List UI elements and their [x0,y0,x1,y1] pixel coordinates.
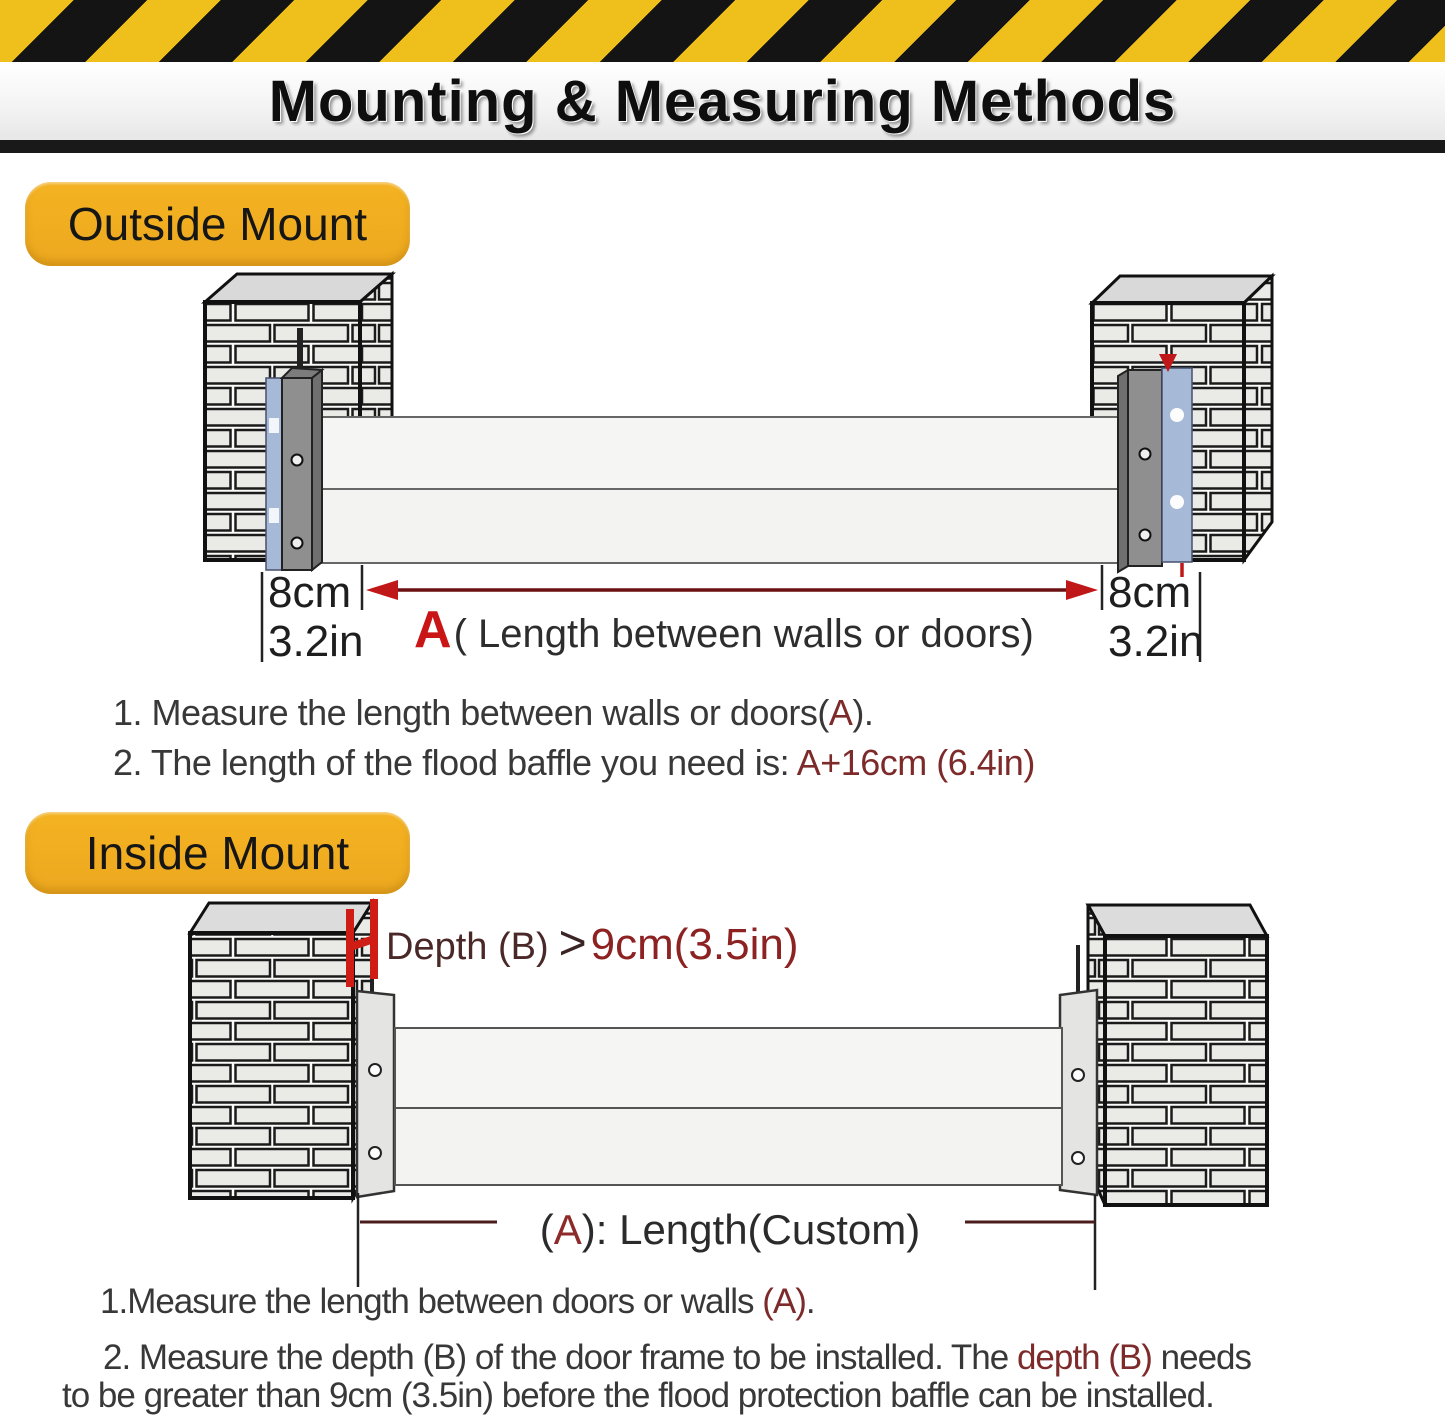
step-highlight: A+16cm (6.4in) [796,742,1035,783]
step-highlight: A [828,692,853,733]
inside-left-pillar [190,903,372,1198]
dim-left [268,568,363,666]
step-text: to be greater than 9cm (3.5in) before the flood protection baffle can be installed. [62,1376,1214,1415]
inside-flood-barrier [395,1028,1062,1185]
screw-hole [1140,449,1151,460]
right-blue-seal-strip [1162,368,1192,562]
length-arrow [366,580,1098,600]
banner-black-bar [0,140,1445,153]
left-blue-seal-strip [266,378,282,570]
length-a-label [414,600,1034,660]
screw-hole [292,455,303,466]
step-text: 2. The length of the flood baffle you need is: [113,742,797,783]
screw-hole [292,538,303,549]
screw-hole [369,1064,381,1076]
depth-annotation [386,916,799,971]
dim-right [1108,568,1203,666]
bracket-side-bevel [312,370,322,570]
inside-mount-label [25,812,410,894]
seal-notch [269,508,279,523]
step-text: ). [852,692,874,733]
dim-left-in: 3.2in [268,617,364,666]
step-highlight: (A) [762,1282,806,1321]
length-arrow-head-right [1066,580,1098,600]
length-a-letter: A [414,601,452,659]
screw-hole [369,1147,381,1159]
length-a-text: ( Length between walls or doors) [453,612,1034,656]
footer-step-2-line-1 [103,1338,1251,1378]
seal-notch [269,418,279,433]
footer-step-2-line-2 [62,1376,1214,1416]
seal-notch [1170,408,1184,422]
bracket-side-bevel [1118,370,1128,572]
step-text: 1.Measure the length between doors or walls [100,1282,763,1321]
screw-hole [1072,1152,1084,1164]
depth-label: Depth (B) [386,926,549,968]
right-pillar-side-face [1244,276,1272,560]
length-custom-label [500,1206,960,1254]
inside-right-pillar [1088,905,1267,1205]
hazard-stripes [0,0,1445,62]
dim-left-cm: 8cm [268,568,352,617]
length-arrow-head-left [366,580,398,600]
seal-notch [1170,495,1184,509]
inside-left-pillar-front-face [190,933,353,1198]
right-pillar-top-face [1092,276,1272,303]
step-text: 2. Measure the depth (B) of the door frame to be installed. The [103,1338,1017,1377]
instruction-step-1 [113,692,873,734]
inside-left-pillar-top-face [190,903,372,933]
title-band [0,62,1445,140]
inside-barrier-bottom-panel [395,1108,1062,1185]
length-custom-a: A [553,1206,582,1253]
step-text: needs [1151,1338,1252,1377]
step-highlight: depth (B) [1016,1338,1152,1377]
right-mounting-bracket [1118,354,1192,577]
step-text: . [805,1282,815,1321]
inside-mount-label-text: Inside Mount [85,827,350,879]
flood-barrier [322,417,1129,563]
screw-hole [1072,1069,1084,1081]
inside-left-bracket-body [357,991,394,1197]
flood-barrier-top-panel [322,417,1129,489]
inside-right-pillar-top-face [1088,905,1267,936]
page-title: Mounting & Measuring Methods [268,68,1177,134]
screw-hole [1140,530,1151,541]
inside-right-pillar-front-face [1105,936,1267,1205]
dim-right-in: 3.2in [1108,617,1204,666]
outside-mount-label [25,182,410,266]
footer-step-1 [100,1282,815,1322]
depth-value: 9cm(3.5in) [590,920,799,969]
length-custom-pre: ( [539,1206,554,1253]
dim-right-cm: 8cm [1108,568,1192,617]
outside-mount-label-text: Outside Mount [67,198,368,250]
step-text: 1. Measure the length between walls or doors( [113,692,829,733]
flood-barrier-bottom-panel [322,489,1129,563]
instruction-step-2 [113,742,1035,784]
greater-than-sign: > [558,917,587,970]
inside-barrier-top-panel [395,1028,1062,1108]
length-custom-post: ): Length(Custom) [581,1206,921,1253]
